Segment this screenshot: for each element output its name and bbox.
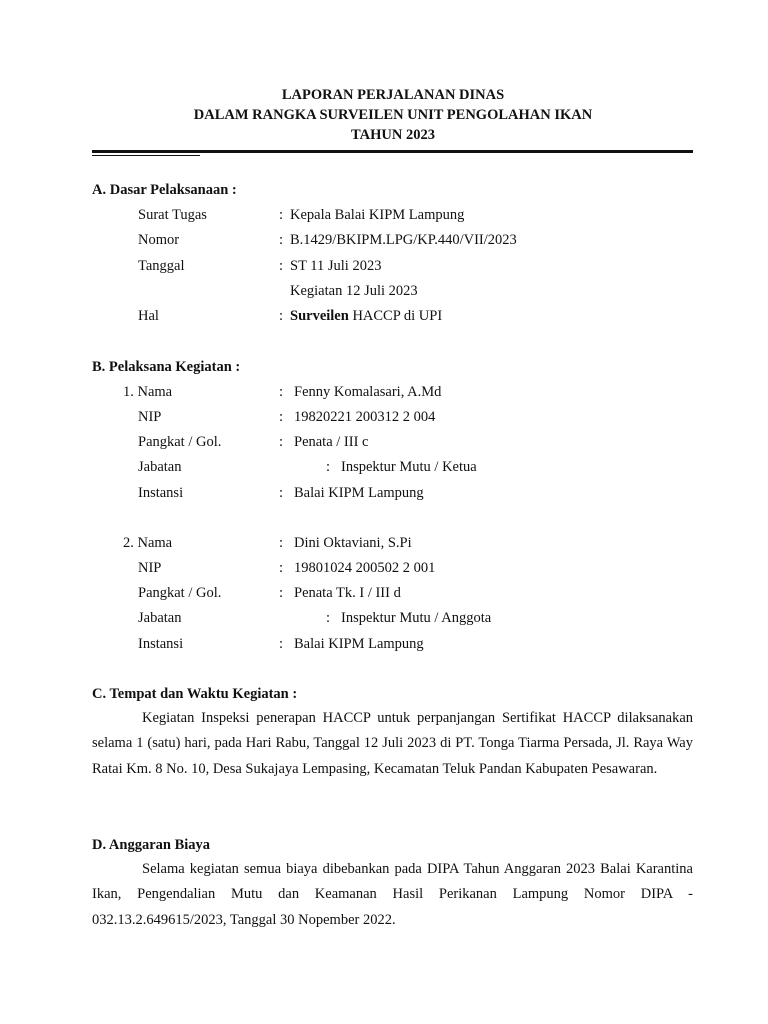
colon: : xyxy=(279,485,284,501)
colon: : xyxy=(279,207,284,223)
person2-nama: Dini Oktaviani, S.Pi xyxy=(294,535,412,551)
section-c-heading: C. Tempat dan Waktu Kegiatan : xyxy=(92,686,298,702)
person1-jabatan: Inspektur Mutu / Ketua xyxy=(341,459,477,475)
person2-instansi-label: Instansi xyxy=(138,636,184,652)
colon: : xyxy=(279,232,284,248)
colon: : xyxy=(279,434,284,450)
person2-jabatan: Inspektur Mutu / Anggota xyxy=(341,610,492,626)
colon: : xyxy=(279,636,284,652)
person2-nama-label: 2. Nama xyxy=(123,535,173,551)
section-d-text: Selama kegiatan semua biaya dibebankan pada DIPA Tahun Anggaran 2023 Balai Karantina Ikan, Pengendalian Mutu dan Keamanan Hasil Perikanan Lampung Nomor DIPA - 032.13.2.649615/2023, Tanggal 30 Nopember 2022. xyxy=(92,861,693,928)
hal-value-rest: HACCP di UPI xyxy=(348,308,443,324)
person2-pangkat: Penata Tk. I / III d xyxy=(294,585,401,601)
person1-jabatan-label: Jabatan xyxy=(138,459,182,475)
colon: : xyxy=(279,409,284,425)
title-rule-thick xyxy=(92,150,693,153)
tanggal-value: ST 11 Juli 2023 xyxy=(290,258,382,274)
person1-nip: 19820221 200312 2 004 xyxy=(294,409,436,425)
surat-tugas-label: Surat Tugas xyxy=(138,207,207,223)
colon: : xyxy=(326,610,331,626)
hal-value xyxy=(290,308,442,325)
person2-pangkat-label: Pangkat / Gol. xyxy=(138,585,222,601)
section-d-paragraph xyxy=(92,857,693,933)
tanggal-value-2: Kegiatan 12 Juli 2023 xyxy=(290,283,418,299)
person1-nip-label: NIP xyxy=(138,409,162,425)
colon: : xyxy=(279,535,284,551)
person2-jabatan-label: Jabatan xyxy=(138,610,182,626)
section-b-heading: B. Pelaksana Kegiatan : xyxy=(92,359,241,375)
person2-nip: 19801024 200502 2 001 xyxy=(294,560,436,576)
person1-nama-label: 1. Nama xyxy=(123,384,173,400)
report-title-line2: DALAM RANGKA SURVEILEN UNIT PENGOLAHAN IKAN xyxy=(193,107,593,123)
colon: : xyxy=(326,459,331,475)
section-c-paragraph xyxy=(92,706,693,782)
person2-nip-label: NIP xyxy=(138,560,162,576)
person1-nama: Fenny Komalasari, A.Md xyxy=(294,384,442,400)
section-a-heading: A. Dasar Pelaksanaan : xyxy=(92,182,237,198)
title-rule-gap xyxy=(200,155,693,156)
colon: : xyxy=(279,384,284,400)
person2-instansi: Balai KIPM Lampung xyxy=(294,636,424,652)
hal-value-bold: Surveilen xyxy=(290,308,349,324)
report-title-line1: LAPORAN PERJALANAN DINAS xyxy=(281,87,505,103)
person1-instansi-label: Instansi xyxy=(138,485,184,501)
person1-pangkat-label: Pangkat / Gol. xyxy=(138,434,222,450)
hal-label: Hal xyxy=(138,308,159,324)
nomor-value: B.1429/BKIPM.LPG/KP.440/VII/2023 xyxy=(290,232,517,248)
report-title-line3: TAHUN 2023 xyxy=(351,127,435,143)
person1-instansi: Balai KIPM Lampung xyxy=(294,485,424,501)
section-d-heading: D. Anggaran Biaya xyxy=(92,837,211,853)
colon: : xyxy=(279,585,284,601)
section-c-text: Kegiatan Inspeksi penerapan HACCP untuk perpanjangan Sertifikat HACCP dilaksanakan selama 1 (satu) hari, pada Hari Rabu, Tanggal 12 Juli 2023 di PT. Tonga Tiarma Persada, Jl. Raya Way Ratai Km. 8 No. 10, Desa Sukajaya Lempasing, Kecamatan Teluk Pandan Kabupaten Pesawaran. xyxy=(92,710,693,777)
colon: : xyxy=(279,560,284,576)
tanggal-label: Tanggal xyxy=(138,258,185,274)
nomor-label: Nomor xyxy=(138,232,180,248)
colon: : xyxy=(279,258,284,274)
surat-tugas-value: Kepala Balai KIPM Lampung xyxy=(290,207,465,223)
colon: : xyxy=(279,308,284,324)
person1-pangkat: Penata / III c xyxy=(294,434,369,450)
